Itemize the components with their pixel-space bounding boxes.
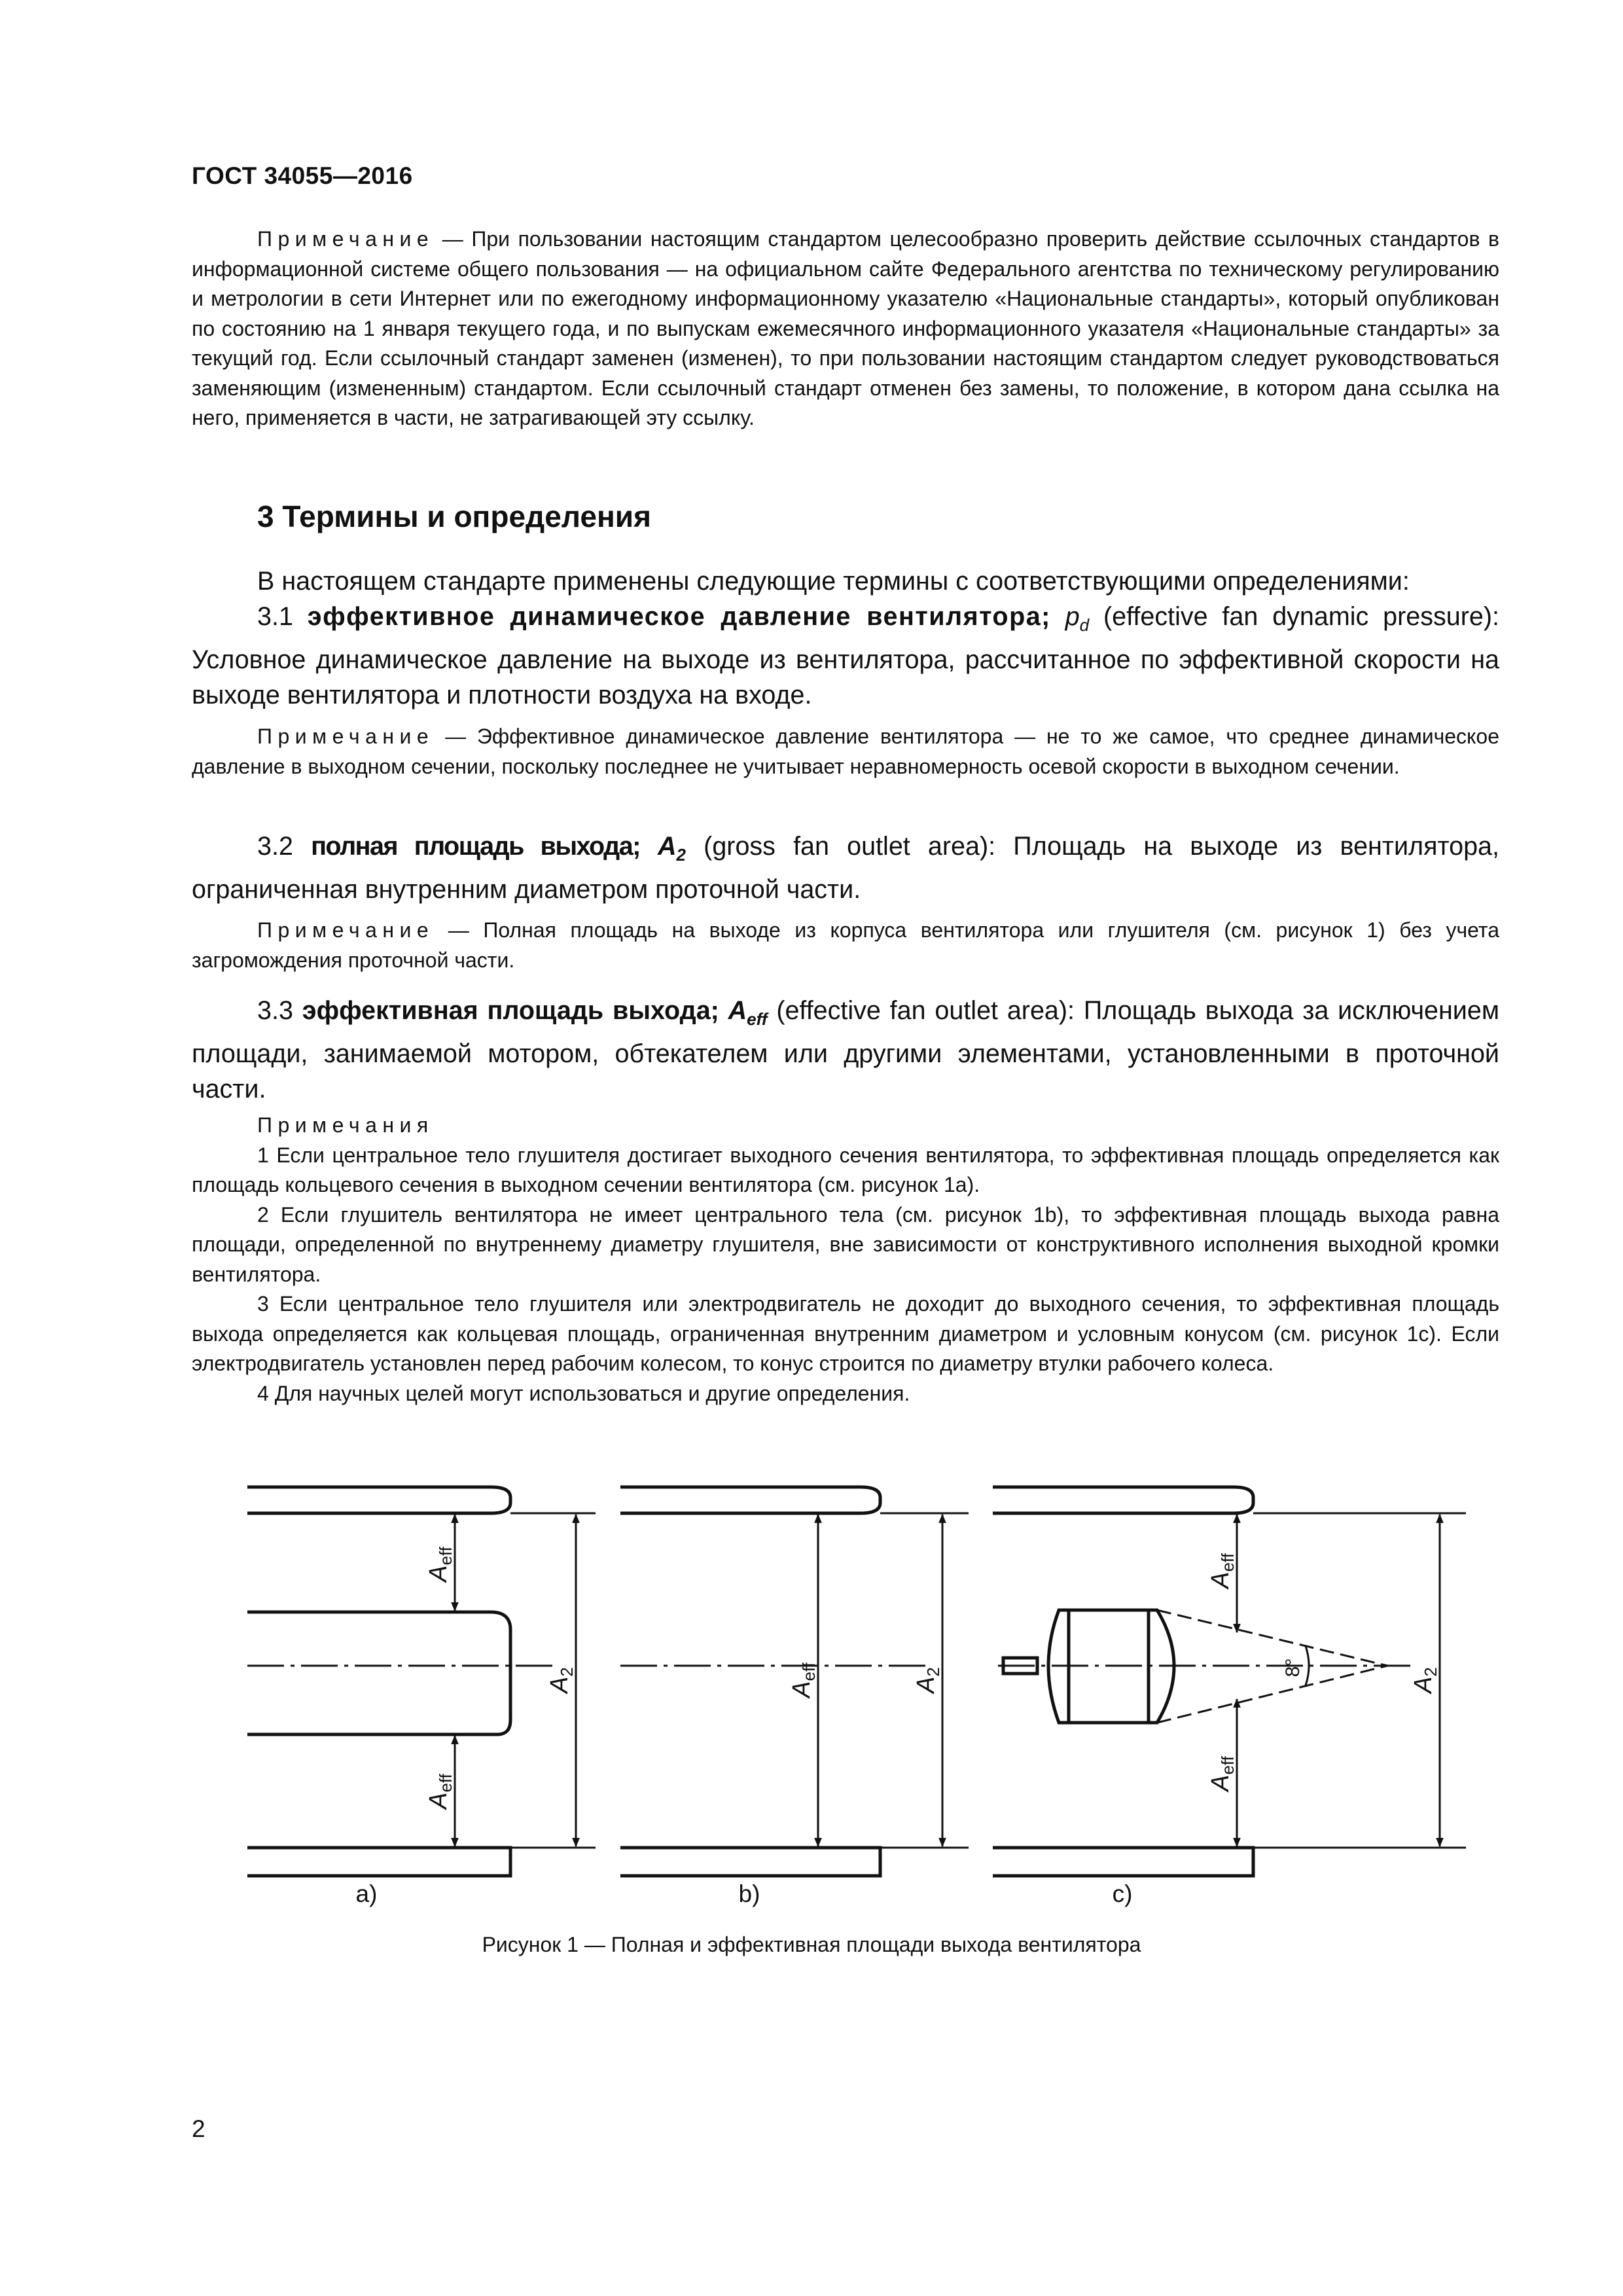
notes-label: Примечания [257, 1113, 434, 1137]
label-aeff: $A_{eff}$ [425, 1774, 455, 1809]
term-definition: (gross fan outlet area): Площадь на выходе из вентилятора, ограниченная внутренним диаметром проточной части. [192, 832, 1499, 905]
term-number: 3.1 [257, 602, 293, 631]
page-number: 2 [192, 2115, 205, 2142]
note-label: Примечание [257, 918, 435, 942]
note-text: — Эффективное динамическое давление вентилятора — не то же самое, что среднее динамическое давление в выходном сечении, поскольку последнее не учитывает неравномерность осевой скорости в выходном сечении. [192, 725, 1500, 778]
notes-3-3 [192, 1111, 1499, 1408]
note-3-1 [192, 722, 1499, 781]
term-number: 3.2 [257, 832, 293, 861]
term-name: эффективное динамическое давление вентилятора; [307, 602, 1051, 631]
term-3-3 [192, 994, 1499, 1107]
label-a2: $A_2$ [546, 1667, 577, 1693]
note-references [192, 224, 1499, 433]
term-definition: (effective fan outlet area): Площадь выхода за исключением площади, занимаемой мотором, обтекателем или другими элементами, установленными в проточной части. [192, 996, 1499, 1103]
figure-caption: Рисунок 1 — Полная и эффективная площади выхода вентилятора [482, 1933, 1141, 1956]
note-item: 2 Если глушитель вентилятора не имеет центрального тела (см. рисунок 1b), то эффективная площадь выхода равна площади, определенной по внутреннему диаметру глушителя, вне зависимости от конструктивного исполнения выходной кромки вентилятора. [192, 1202, 1499, 1286]
label-angle: 8° [1282, 1658, 1304, 1677]
term-symbol: $A_{eff}$ [728, 996, 768, 1029]
term-name: полная площадь выхода; [311, 832, 640, 861]
diagram-a [247, 1487, 510, 1876]
section-title: 3 Термины и определения [257, 499, 651, 533]
label-subfig-b: b) [738, 1880, 760, 1907]
label-aeff: $A_{eff}$ [788, 1662, 819, 1698]
document-code: ГОСТ 34055—2016 [192, 162, 413, 189]
term-symbol: $A_2$ [658, 832, 687, 865]
label-a2: $A_2$ [912, 1667, 943, 1693]
label-aeff: $A_{eff}$ [425, 1547, 455, 1582]
term-name: эффективная площадь выхода; [302, 996, 719, 1025]
note-label: Примечание [257, 725, 435, 748]
term-symbol: $p_d$ [1065, 602, 1090, 635]
term-definition: (effective fan dynamic pressure): Условное динамическое давление на выходе из вентилятора, рассчитанное по эффективной скорости на выходе вентилятора и плотности воздуха на входе. [192, 602, 1499, 709]
diagram-c [993, 1487, 1253, 1876]
note-3-2 [192, 916, 1499, 975]
term-number: 3.3 [257, 996, 293, 1025]
label-aeff: $A_{eff}$ [1207, 1756, 1238, 1791]
note-item: 1 Если центральное тело глушителя достигает выходного сечения вентилятора, то эффективная площадь определяется как площадь кольцевого сечения в выходном сечении вентилятора (см. рисунок 1a). [192, 1143, 1499, 1196]
angle-arc [1306, 1646, 1309, 1685]
label-subfig-c: c) [1112, 1880, 1133, 1907]
note-text: — Полная площадь на выходе из корпуса вентилятора или глушителя (см. рисунок 1) без учета загромождения проточной части. [192, 918, 1500, 972]
diagram-b [620, 1487, 880, 1876]
note-label: Примечание [257, 227, 435, 251]
note-item: 4 Для научных целей могут использоваться и другие определения. [257, 1381, 910, 1405]
figure-outlet-areas [0, 1460, 1623, 1944]
section-intro: В настоящем стандарте применены следующие термины с соответствующими определениями: [257, 567, 1410, 596]
label-aeff: $A_{eff}$ [1207, 1553, 1238, 1588]
label-subfig-a: a) [355, 1880, 378, 1907]
term-3-1 [192, 600, 1499, 713]
term-3-2 [192, 829, 1499, 908]
note-text: — При пользовании настоящим стандартом целесообразно проверить действие ссылочных стандартов в информационной системе общего пользования — на официальном сайте Федерального агентства по техническому регулированию и метрологии в сети Интернет или по ежегодному информационному указателю «Национальные стандарты», который опубликован по состоянию на 1 января текущего года, и по выпускам ежемесячного информационного указателя «Национальные стандарты» за текущий год. Если ссылочный стандарт заменен (изменен), то при пользовании настоящим стандартом следует руководствоваться заменяющим (измененным) стандартом. Если ссылочный стандарт отменен без замены, то положение, в котором дана ссылка на него, применяется в части, не затрагивающей эту ссылку. [192, 227, 1500, 429]
note-item: 3 Если центральное тело глушителя или электродвигатель не доходит до выходного сечения, то эффективная площадь выхода определяется как кольцевая площадь, ограниченная внутренним диаметром и условным конусом (см. рисунок 1c). Если электродвигатель установлен перед рабочим колесом, то конус строится по диаметру втулки рабочего колеса. [192, 1292, 1499, 1375]
label-a2: $A_2$ [1410, 1667, 1440, 1693]
